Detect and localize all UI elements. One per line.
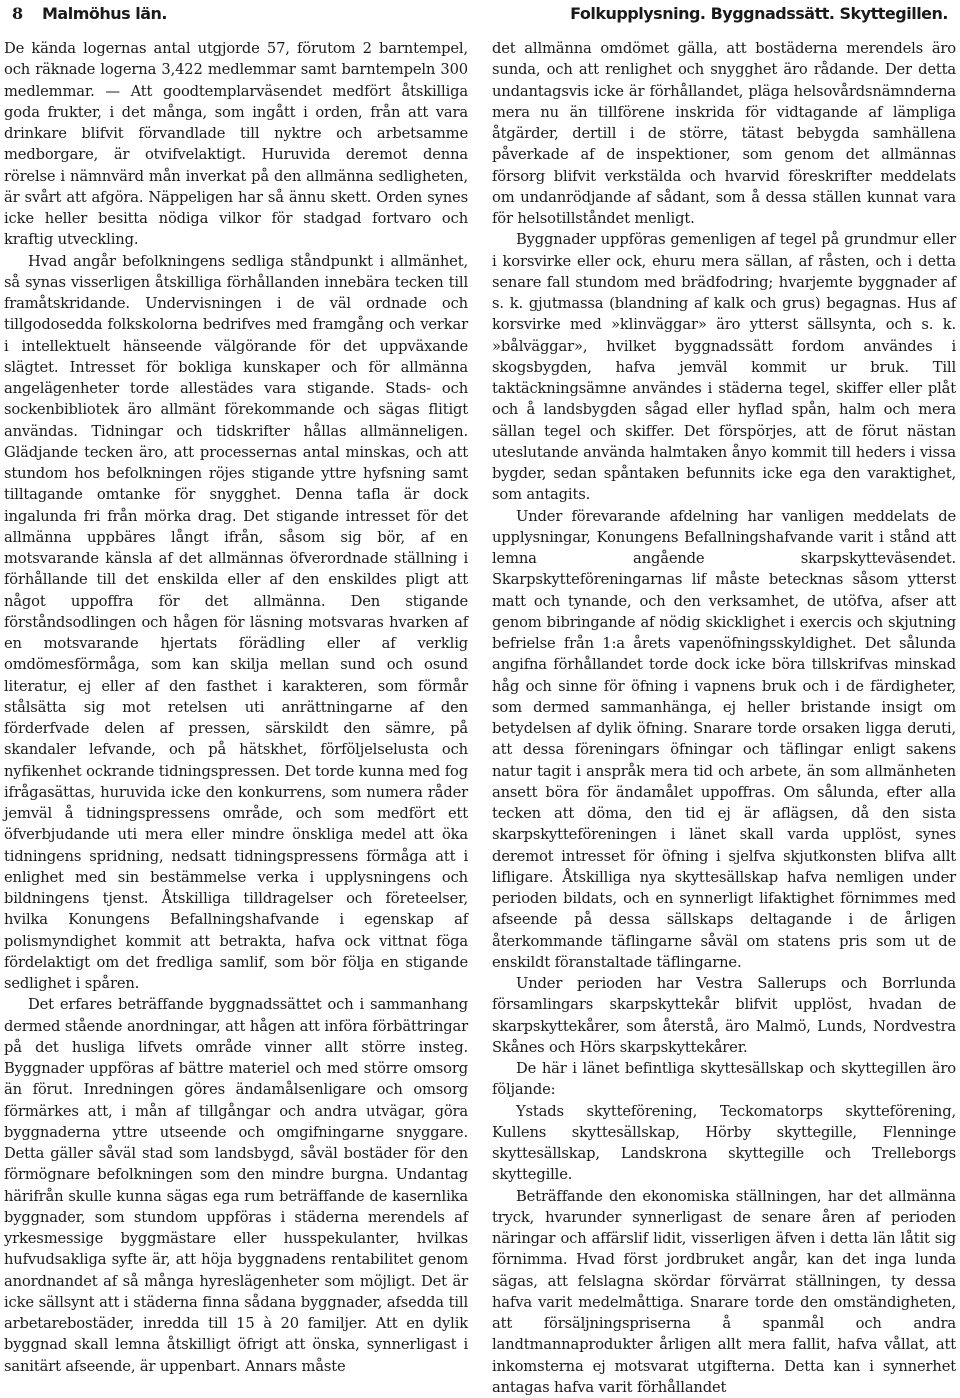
running-header	[12, 4, 948, 28]
paragraph: Under perioden har Vestra Sallerups och Borrlunda församlingars skarpskyttekår blifvit upplöst, hvadan de skarpskyttekårer, som återstå, äro Malmö, Lunds, Nordvestra Skånes och Hörs skarpskyttekårer.	[492, 973, 956, 1058]
paragraph: det allmänna omdömet gälla, att bostäderna merendels äro sunda, och att renlighet och snygghet äro rådande. Der detta undantagsvis icke är förhållandet, pläga helsovårdsnämnderna mera nu än tillförene inskrida för vidtagande af lämpliga åtgärder, dertill i de större, tätast bebygda samhällena påverkade af de inspektioner, som genom det allmännas försorg blifvit verkstälda och hvarvid föreskrifter meddelats om undanrödjande af sådant, som å dessa ställen kunnat vara för helsotillståndet menligt.	[492, 38, 956, 229]
paragraph: Det erfares beträffande byggnadssättet och i sammanhang dermed stående anordningar, att hågen att införa förbättringar på det husliga lifvets område vinner allt större insteg. Byggnader uppföras af bättre materiel och med större omsorg än förut. Inredningen göres ändamålsenligare och omsorg förmärkes att, i mån af tillgångar och andra utvägar, göra byggnaderna yttre utseende och omgifningarne snyggare. Detta gäller såväl stad som landsbygd, såväl bostäder för den förmögnare befolkningen som den mindre burgna. Undantag härifrån skulle kunna sägas ega rum beträffande de kasernlika byggnader, som stundom uppföras i städerna merendels af yrkesmessige byggmästare eller husspekulanter, hvilkas hufvudsakliga syfte är, att höja byggnadens rentabilitet genom anordnandet af så många hyreslägenheter som möjligt. Det är icke sällsynt att i städerna finna sådana byggnader, afsedda till arbetarebostäder, inredda till 15 à 20 familjer. Att en dylik byggnad skall lemna åtskilligt öfrigt att önska, synnerligast i sanitärt afseende, är uppenbart. Annars måste	[4, 994, 468, 1377]
paragraph: Under förevarande afdelning har vanligen meddelats de upplysningar, Konungens Befallningshafvande varit i stånd att lemna angående skarpskytteväsendet. Skarpskytteföreningarnas lif måste betecknas såsom ytterst matt och tynande, och den verksamhet, de utöfva, afser att genom bibringande af nödig skicklighet i exercis och skjutning befrielse från 1:a årets vapenöfningsskyldighet. Det sålunda angifna förhållandet torde dock icke böra tillskrifvas minskad håg och sinne för öfning i vapnens bruk och i de färdigheter, som dermed sammanhänga, ej heller bristande insigt om betydelsen af dylik öfning. Snarare torde orsaken ligga deruti, att dessa föreningars öfningar och täflingar enligt sakens natur tagit i anspråk mera tid och arbete, än som allmänheten ansett böra för ändamålet uppoffras. Om sålunda, efter alla tecken att döma, den tid ej är aflägsen, då den sista skarpskytteföreningen i länet skall varda upplöst, synes deremot intresset för öfning i sjelfva skjutkonsten blifva allt lifligare. Åtskilliga nya skyttesällskap hafva nemligen under perioden bildats, och en synnerligt lifaktighet förnimmes med afseende på dessa sällskaps deltagande i de årligen återkommande täflingarne såväl om statens pris som ut de enskildt föranstaltade täflingarne.	[492, 506, 956, 974]
paragraph: De kända logernas antal utgjorde 57, förutom 2 barntempel, och räknade logerna 3,422 medlemmar samt barntempeln 300 medlemmar. — Att goodtemplarväsendet medfört åtskilliga goda frukter, i det många, som ingått i orden, från att vara drinkare blifvit förvandlade till nyktre och arbetsamme medborgare, är otvifvelaktigt. Huruvida deremot denna rörelse i nämnvärd mån inverkat på den allmänna sedligheten, är svårt att afgöra. Näppeligen har så ännu skett. Orden synes icke heller besitta nödiga vilkor för stadgad fortvaro och kraftig utveckling.	[4, 38, 468, 251]
paragraph: Beträffande den ekonomiska ställningen, har det allmänna tryck, hvarunder synnerligast de senare åren af perioden näringar och affärslif lidit, visserligen äfven i detta län låtit sig förnimma. Hvad först jordbruket angår, kan det inga lunda sägas, att felslagna skördar förvärrat ställningen, ty dessa hafva varit medelmåttiga. Snarare torde den omständigheten, att försäljningspriserna å spanmål och andra landtmannaprodukter årligen allt mera fallit, hafva vållat, att inkomsterna ej motsvarat utgifterna. Detta kan i synnerhet antagas hafva varit förhållandet	[492, 1186, 956, 1398]
paragraph: De här i länet befintliga skyttesällskap och skyttegillen äro följande:	[492, 1058, 956, 1101]
paragraph: Ystads skytteförening, Teckomatorps skytteförening, Kullens skyttesällskap, Hörby skyttegille, Flenninge skyttesällskap, Landskrona skyttegille och Trelleborgs skyttegille.	[492, 1101, 956, 1186]
header-left-title: Malmöhus län.	[42, 4, 167, 23]
left-text-column	[4, 38, 468, 1198]
page-number: 8	[12, 4, 23, 23]
paragraph: Byggnader uppföras gemenligen af tegel på grundmur eller i korsvirke eller ock, ehuru mera sällan, af råsten, och i detta senare fall stundom med brädfodring; hvarjemte byggnader af s. k. gjutmassa (blandning af kalk och grus) begagnas. Hus af korsvirke med »klinväggar» äro ytterst sällsynta, och s. k. »bålväggar», hvilket byggnadssätt fordom användes i skogsbygden, hafva jemväl kommit ur bruk. Till taktäckningsämne användes i städerna tegel, skiffer eller plåt och å landsbygden sågad eller hyflad spån, halm och mera sällan tegel och skiffer. Det förspörjes, att de förut nästan uteslutande använda halmtaken ånyo kommit till heders i vissa bygder, sedan spåntaken befunnits icke ega den varaktighet, som antagits.	[492, 229, 956, 505]
paragraph: Hvad angår befolkningens sedliga ståndpunkt i allmänhet, så synas visserligen åtskilliga förhållanden innebära tecken till framåtskridande. Undervisningen i de väl ordnade och tillgodosedda folkskolorna bedrifves med framgång och verkar i intellektuelt hänseende välgörande för det uppväxande slägtet. Intresset för bokliga kunskaper och för allmänna angelägenheter torde allestädes vara stigande. Stads- och sockenbibliotek äro allmänt förekommande och sägas flitigt användas. Tidningar och tidskrifter hållas allmänneligen. Glädjande tecken äro, att processernas antal minskas, och att stundom hos befolkningen röjes stigande yttre hyfsning samt tilltagande omtanke för snygghet. Denna tafla är dock ingalunda fri från mörka drag. Det stigande intresset för det allmänna uppbäres långt ifrån, såsom sig bör, af en motsvarande känsla af det allmännas öfverordnade ställning i förhållande till det enskilda eller af den enskildes pligt att något uppoffra för det allmänna. Den stigande förståndsodlingen och hågen för läsning motsvaras hvarken af en motsvarande hjertats förädling eller af verklig omdömesförmåga, som kan skilja mellan sund och osund literatur, ej eller af den fasthet i karakteren, som förmår stålsätta sig mot retelsen uti anrättningarne af den förderfvade delen af pressen, särskildt den sämre, på skandaler lefvande, och på hätskhet, förföljelselusta och nyfikenhet ockrande tidningspressen. Det torde kunna med fog ifrågasättas, huruvida icke den konkurrens, som numera råder jemväl å tidningspressens område, och som medfört ett öfverbjudande uti mera eller mindre önskliga medel att öka tidningens spridning, nedsatt tidningspressens förmåga att i enlighet med sin bestämmelse verka i upplysningens och bildningens tjenst. Åtskilliga tilldragelser och företeelser, hvilka Konungens Befallningshafvande i egenskap af polismyndighet kommit att betrakta, hafva ock vittnat föga fördelaktigt om det fredliga samlif, som bör följa en stigande sedlighet i spåren.	[4, 251, 468, 995]
right-text-column	[492, 38, 956, 1198]
header-right-title: Folkupplysning. Byggnadssätt. Skyttegillen.	[570, 4, 948, 23]
